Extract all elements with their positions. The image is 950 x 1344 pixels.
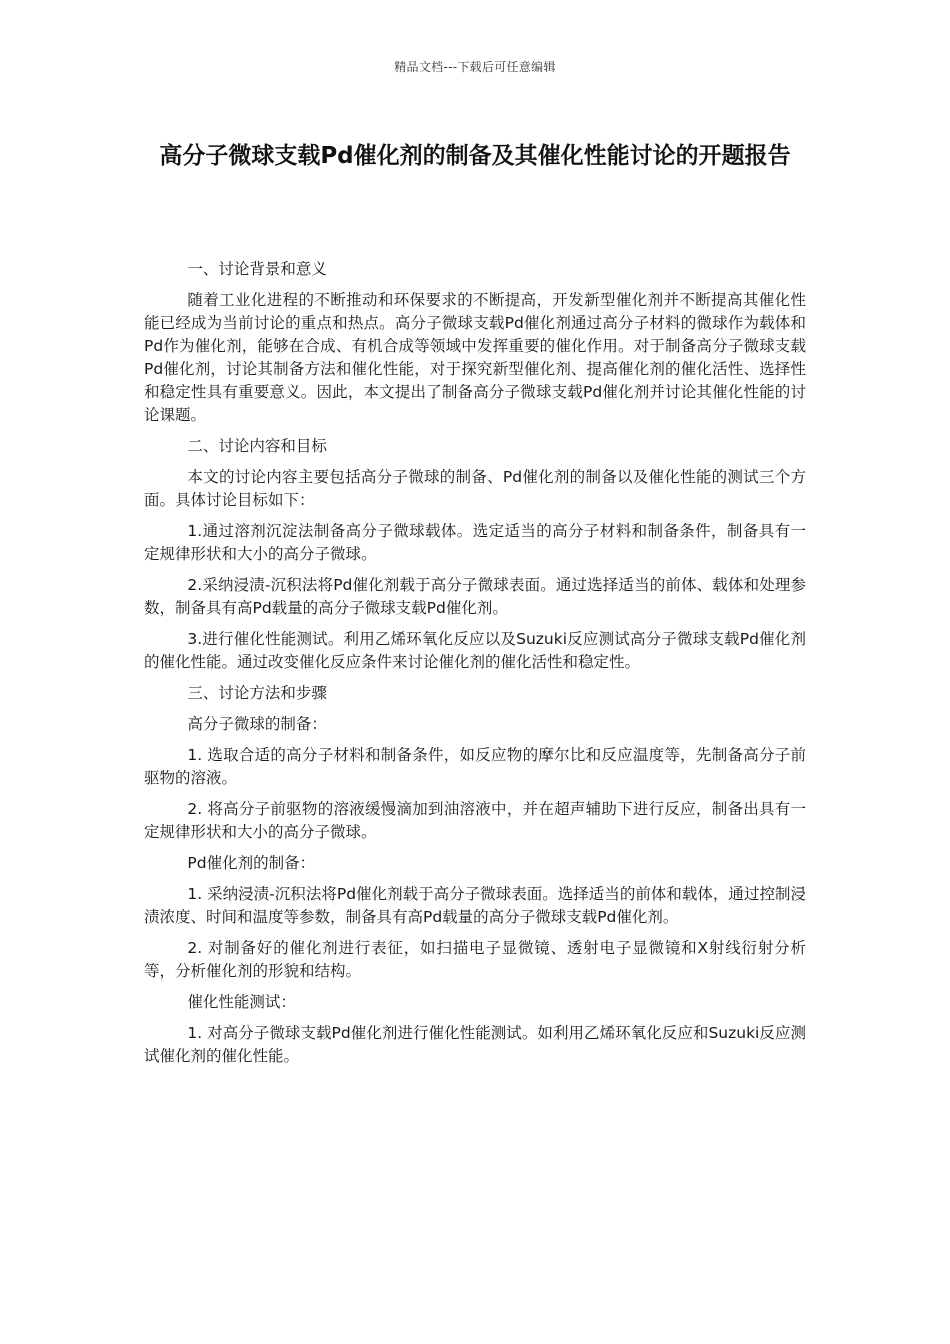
goal-item-3: 3.进行催化性能测试。利用乙烯环氧化反应以及Suzuki反应测试高分子微球支载Pd催化剂的催化性能。通过改变催化反应条件来讨论催化剂的催化活性和稳定性。	[144, 630, 806, 671]
subheading-microsphere-prep: 高分子微球的制备：	[187, 715, 327, 733]
paragraph-content-overview: 本文的讨论内容主要包括高分子微球的制备、Pd催化剂的制备以及催化性能的测试三个方面。具体讨论目标如下：	[144, 468, 806, 509]
microsphere-step-1: 1. 选取合适的高分子材料和制备条件，如反应物的摩尔比和反应温度等，先制备高分子前驱物的溶液。	[144, 746, 806, 787]
document-body	[144, 258, 806, 1076]
section-heading-background: 一、讨论背景和意义	[187, 260, 327, 278]
goal-item-1: 1.通过溶剂沉淀法制备高分子微球载体。选定适当的高分子材料和制备条件，制备具有一定规律形状和大小的高分子微球。	[144, 522, 806, 563]
pd-step-1: 1. 采纳浸渍-沉积法将Pd催化剂载于高分子微球表面。选择适当的前体和载体，通过控制浸渍浓度、时间和温度等参数，制备具有高Pd载量的高分子微球支载Pd催化剂。	[144, 885, 806, 926]
subheading-performance-test: 催化性能测试：	[187, 993, 296, 1011]
pd-step-2: 2. 对制备好的催化剂进行表征，如扫描电子显微镜、透射电子显微镜和X射线衍射分析等，分析催化剂的形貌和结构。	[144, 939, 806, 980]
subheading-pd-catalyst-prep: Pd催化剂的制备：	[187, 854, 316, 872]
goal-item-2: 2.采纳浸渍-沉积法将Pd催化剂载于高分子微球表面。通过选择适当的前体、载体和处理参数，制备具有高Pd载量的高分子微球支载Pd催化剂。	[144, 576, 806, 617]
section-heading-content-goals: 二、讨论内容和目标	[187, 437, 327, 455]
paragraph-background: 随着工业化进程的不断推动和环保要求的不断提高，开发新型催化剂并不断提高其催化性能已经成为当前讨论的重点和热点。高分子微球支载Pd催化剂通过高分子材料的微球作为载体和Pd作为催化剂，能够在合成、有机合成等领域中发挥重要的催化作用。对于制备高分子微球支载Pd催化剂，讨论其制备方法和催化性能，对于探究新型催化剂、提高催化剂的催化活性、选择性和稳定性具有重要意义。因此，本文提出了制备高分子微球支载Pd催化剂并讨论其催化性能的讨论课题。	[144, 291, 806, 424]
page-header-note: 精品文档---下载后可任意编辑	[394, 60, 556, 74]
microsphere-step-2: 2. 将高分子前驱物的溶液缓慢滴加到油溶液中，并在超声辅助下进行反应，制备出具有一定规律形状和大小的高分子微球。	[144, 800, 806, 841]
test-step-1: 1. 对高分子微球支载Pd催化剂进行催化性能测试。如利用乙烯环氧化反应和Suzuki反应测试催化剂的催化性能。	[144, 1024, 806, 1065]
section-heading-methods: 三、讨论方法和步骤	[187, 684, 327, 702]
document-title: 高分子微球支载Pd催化剂的制备及其催化性能讨论的开题报告	[159, 143, 791, 169]
